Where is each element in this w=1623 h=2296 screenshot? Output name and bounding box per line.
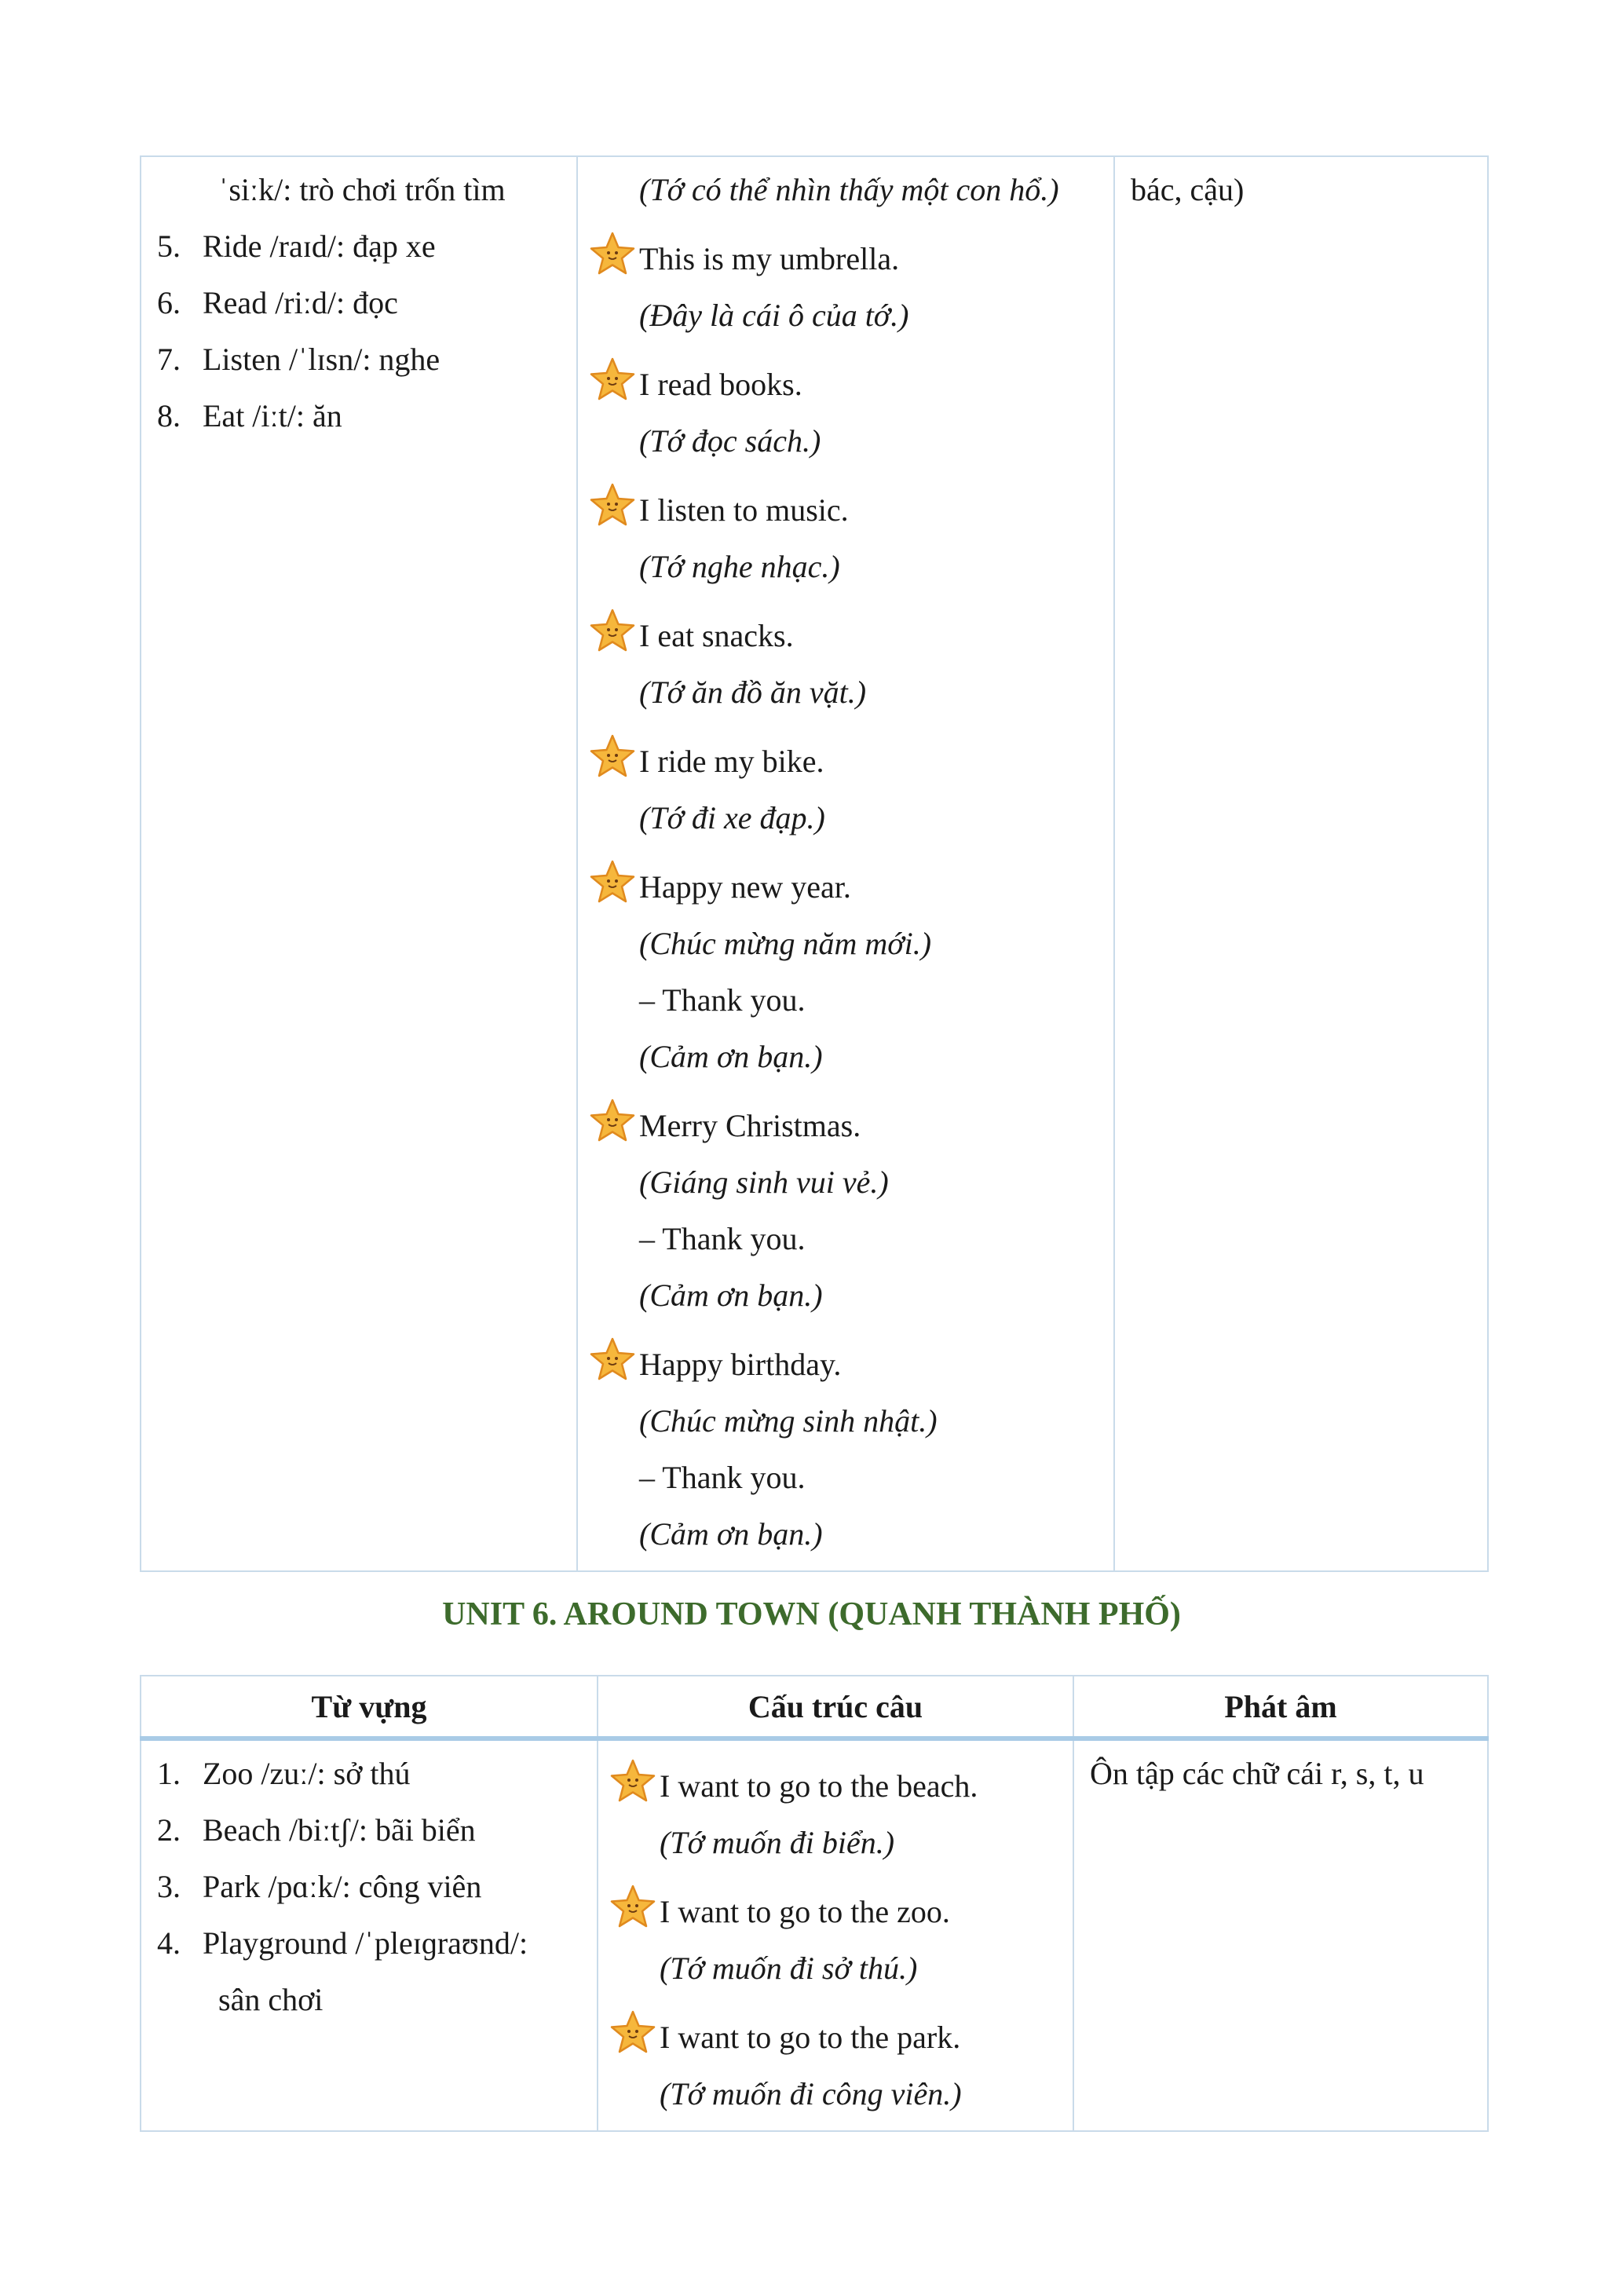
item-number: 6.: [157, 285, 181, 320]
translation: (Cảm ơn bạn.): [639, 1278, 823, 1313]
sentence-cell: [577, 156, 1114, 1571]
vocab-list: [141, 162, 576, 444]
header-row: [141, 1676, 1488, 1738]
item-number: 4.: [157, 1925, 181, 1961]
sentence-item: I want to go to the beach.: [598, 1758, 1073, 1815]
item-text: Listen /ˈlɪsn/: nghe: [203, 342, 440, 377]
reply: – Thank you.: [639, 1460, 806, 1495]
translation: (Tớ muốn đi sở thú.): [660, 1951, 918, 1986]
item-number: 5.: [157, 229, 181, 264]
item-text: sân chơi: [218, 1982, 324, 2017]
item-text: Zoo /zuː/: sở thú: [203, 1756, 411, 1791]
sentence-cell: [598, 1738, 1073, 2131]
sentence-item: I read books.: [578, 356, 1113, 413]
unit6-title: UNIT 6. AROUND TOWN (QUANH THÀNH PHỐ): [442, 1596, 1181, 1632]
header-pronunciation: Phát âm: [1073, 1676, 1488, 1738]
list-item: [157, 1972, 597, 2028]
translation: (Tớ đọc sách.): [639, 423, 821, 459]
header-vocab: Từ vựng: [141, 1676, 598, 1738]
table-row: [141, 1738, 1488, 2131]
translation: (Chúc mừng sinh nhật.): [639, 1403, 938, 1439]
item-text: Park /pɑːk/: công viên: [203, 1869, 482, 1904]
item-text: Read /riːd/: đọc: [203, 285, 398, 320]
reply: – Thank you.: [639, 1221, 806, 1256]
sentence-item: I want to go to the park.: [598, 2009, 1073, 2066]
star-icon: [609, 2009, 656, 2057]
translation: (Tớ ăn đồ ăn vặt.): [639, 675, 867, 710]
translation: (Tớ muốn đi biển.): [660, 1825, 895, 1860]
vocab-list: [141, 1746, 597, 2028]
item-text: Beach /biːtʃ/: bãi biển: [203, 1812, 476, 1848]
star-icon: [589, 231, 636, 278]
list-item: [157, 331, 576, 388]
list-item: [157, 1859, 597, 1915]
pronunciation-text: bác, cậu): [1131, 172, 1245, 207]
translation: (Cảm ơn bạn.): [639, 1039, 823, 1074]
star-icon: [589, 859, 636, 906]
star-icon: [609, 1758, 656, 1805]
item-number: 7.: [157, 342, 181, 377]
pronunciation-cell: [1114, 156, 1488, 1571]
star-icon: [589, 1098, 636, 1145]
item-number: 8.: [157, 398, 181, 433]
table-row: [141, 156, 1488, 1571]
list-item: [157, 1802, 597, 1859]
star-icon: [589, 733, 636, 781]
translation: (Giáng sinh vui vẻ.): [639, 1164, 889, 1200]
list-item: ˈsiːk/: trò chơi trốn tìm: [218, 172, 506, 207]
item-number: 2.: [157, 1812, 181, 1848]
sentence-item: I want to go to the zoo.: [598, 1884, 1073, 1940]
pronunciation-cell: [1073, 1738, 1488, 2131]
item-text: Eat /iːt/: ăn: [203, 398, 342, 433]
reply: – Thank you.: [639, 982, 806, 1018]
header-structure: Cấu trúc câu: [598, 1676, 1073, 1738]
sentence-item: Happy new year.: [578, 859, 1113, 916]
item-text: Ride /raɪd/: đạp xe: [203, 229, 436, 264]
list-item: [157, 1746, 597, 1802]
translation: (Tớ đi xe đạp.): [639, 800, 825, 835]
star-icon: [589, 1336, 636, 1384]
translation: (Tớ nghe nhạc.): [639, 549, 840, 584]
sentence-item: I listen to music.: [578, 482, 1113, 539]
item-number: 3.: [157, 1869, 181, 1904]
translation: (Chúc mừng năm mới.): [639, 926, 932, 961]
item-text: Playground /ˈpleɪɡraʊnd/:: [203, 1925, 528, 1961]
pronunciation-text: Ôn tập các chữ cái r, s, t, u: [1090, 1756, 1424, 1791]
translation: (Cảm ơn bạn.): [639, 1516, 823, 1552]
vocab-cell: [141, 156, 577, 1571]
unit6-table: [140, 1675, 1489, 2132]
list-item: [157, 275, 576, 331]
sentence-item: This is my umbrella.: [578, 231, 1113, 287]
list-item: [157, 218, 576, 275]
star-icon: [609, 1884, 656, 1931]
star-icon: [589, 356, 636, 404]
unit5-table-continued: [140, 155, 1489, 1572]
star-icon: [589, 482, 636, 529]
translation: (Đây là cái ô của tớ.): [639, 298, 909, 333]
star-icon: [589, 608, 636, 655]
item-number: 1.: [157, 1756, 181, 1791]
sentence-item: Merry Christmas.: [578, 1098, 1113, 1154]
sentence-item: Happy birthday.: [578, 1336, 1113, 1393]
list-item: [157, 1915, 597, 1972]
list-item: [157, 388, 576, 444]
translation: (Tớ có thể nhìn thấy một con hổ.): [639, 172, 1059, 207]
translation: (Tớ muốn đi công viên.): [660, 2076, 962, 2111]
sentence-item: I eat snacks.: [578, 608, 1113, 664]
sentence-item: I ride my bike.: [578, 733, 1113, 790]
vocab-cell: [141, 1738, 598, 2131]
